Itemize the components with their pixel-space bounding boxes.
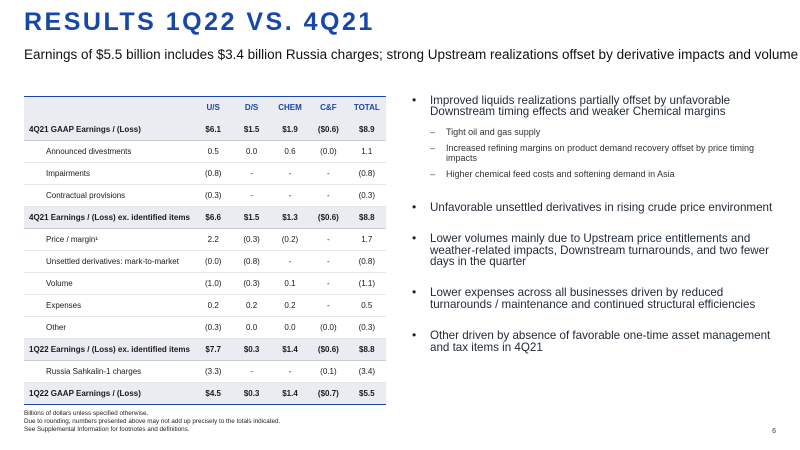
cell-value: $0.3	[232, 339, 270, 361]
bullet-point	[408, 330, 780, 353]
table-row	[24, 119, 386, 141]
cell-value: $7.7	[194, 339, 232, 361]
header-blank	[24, 97, 194, 119]
sub-bullet-text: Increased refining margins on product demand recovery offset by price timing impacts	[446, 143, 754, 163]
table-header-row	[24, 97, 386, 119]
cell-value: $8.8	[348, 207, 386, 229]
dash-icon: –	[430, 143, 436, 154]
row-label: 1Q22 GAAP Earnings / (Loss)	[24, 383, 194, 405]
cell-value: (0.3)	[348, 317, 386, 339]
table-row	[24, 339, 386, 361]
row-label: Other	[24, 317, 194, 339]
cell-value: (0.3)	[348, 185, 386, 207]
bullet-text: Lower volumes mainly due to Upstream price entitlements and weather-related impacts, Downstream turnarounds, and two fewer days in the quarter	[430, 232, 769, 269]
column-header: U/S	[194, 97, 232, 119]
cell-value: (0.3)	[232, 273, 270, 295]
row-label: Expenses	[24, 295, 194, 317]
cell-value: (1.0)	[194, 273, 232, 295]
cell-value: -	[232, 185, 270, 207]
column-header: CHEM	[271, 97, 309, 119]
cell-value: $8.9	[348, 119, 386, 141]
row-label: Volume	[24, 273, 194, 295]
column-header: C&F	[309, 97, 347, 119]
cell-value: (0.1)	[309, 361, 347, 383]
bullet-dot-icon: •	[412, 285, 417, 300]
cell-value: (1.1)	[348, 273, 386, 295]
table-row	[24, 207, 386, 229]
bullet-text: Other driven by absence of favorable one-time asset management and tax items in 4Q21	[430, 329, 771, 354]
row-label: 4Q21 GAAP Earnings / (Loss)	[24, 119, 194, 141]
cell-value: -	[309, 185, 347, 207]
row-label: Unsettled derivatives: mark-to-market	[24, 251, 194, 273]
cell-value: (0.8)	[194, 163, 232, 185]
cell-value: (0.0)	[309, 317, 347, 339]
table-row	[24, 163, 386, 185]
cell-value: (0.0)	[194, 251, 232, 273]
table-row	[24, 251, 386, 273]
table-row	[24, 295, 386, 317]
sub-bullet-text: Higher chemical feed costs and softening demand in Asia	[446, 169, 675, 180]
bullet-point	[408, 95, 780, 118]
cell-value: $1.4	[271, 383, 309, 405]
cell-value: -	[232, 361, 270, 383]
cell-value: $1.9	[271, 119, 309, 141]
cell-value: -	[309, 251, 347, 273]
cell-value: 0.2	[232, 295, 270, 317]
cell-value: (3.3)	[194, 361, 232, 383]
table-row	[24, 273, 386, 295]
footnote: Billions of dollars unless specified otherwise.	[24, 410, 149, 417]
cell-value: -	[271, 185, 309, 207]
cell-value: $6.1	[194, 119, 232, 141]
row-label: Impairments	[24, 163, 194, 185]
row-label: Russia Sahkalin-1 charges	[24, 361, 194, 383]
cell-value: 0.5	[194, 141, 232, 163]
bullet-dot-icon: •	[412, 231, 417, 246]
bullet-text: Unfavorable unsettled derivatives in rising crude price environment	[430, 200, 773, 214]
cell-value: (0.3)	[232, 229, 270, 251]
cell-value: ($0.7)	[309, 383, 347, 405]
cell-value: $5.5	[348, 383, 386, 405]
cell-value: -	[309, 229, 347, 251]
cell-value: 0.6	[271, 141, 309, 163]
cell-value: 1.7	[348, 229, 386, 251]
cell-value: (0.2)	[271, 229, 309, 251]
bullet-dot-icon: •	[412, 199, 417, 214]
cell-value: $0.3	[232, 383, 270, 405]
cell-value: ($0.6)	[309, 207, 347, 229]
bullet-dot-icon: •	[412, 93, 417, 107]
table-row	[24, 229, 386, 251]
bullet-point	[408, 287, 780, 310]
cell-value: -	[309, 295, 347, 317]
cell-value: (0.0)	[309, 141, 347, 163]
table-row	[24, 185, 386, 207]
page-subtitle: Earnings of $5.5 billion includes $3.4 billion Russia charges; strong Upstream realizations offset by derivative impacts and volume	[24, 47, 799, 62]
cell-value: -	[271, 163, 309, 185]
cell-value: 0.0	[232, 141, 270, 163]
cell-value: $1.3	[271, 207, 309, 229]
page-title: RESULTS 1Q22 VS. 4Q21	[24, 8, 375, 36]
dash-icon: –	[430, 169, 436, 180]
cell-value: ($0.6)	[309, 119, 347, 141]
table-row	[24, 317, 386, 339]
sub-bullet-text: Tight oil and gas supply	[446, 126, 541, 137]
cell-value: ($0.6)	[309, 339, 347, 361]
cell-value: (3.4)	[348, 361, 386, 383]
commentary-bullets	[408, 95, 780, 353]
bullet-point	[408, 199, 780, 214]
page-number: 6	[772, 428, 776, 435]
cell-value: -	[271, 361, 309, 383]
column-header: TOTAL	[348, 97, 386, 119]
footnotes	[24, 410, 280, 435]
cell-value: $6.6	[194, 207, 232, 229]
cell-value: $1.5	[232, 119, 270, 141]
cell-value: (0.8)	[232, 251, 270, 273]
cell-value: -	[271, 251, 309, 273]
cell-value: 2.2	[194, 229, 232, 251]
cell-value: (0.8)	[348, 251, 386, 273]
cell-value: 0.0	[232, 317, 270, 339]
table-row	[24, 361, 386, 383]
cell-value: $1.4	[271, 339, 309, 361]
bullet-text: Lower expenses across all businesses driven by reduced turnarounds / maintenance and continued structural efficiencies	[430, 286, 756, 311]
cell-value: -	[309, 163, 347, 185]
cell-value: $8.8	[348, 339, 386, 361]
row-label: Price / margin¹	[24, 229, 194, 251]
footnote: See Supplemental Information for footnotes and definitions.	[24, 426, 190, 434]
cell-value: (0.8)	[348, 163, 386, 185]
earnings-table-container	[24, 96, 386, 405]
bullet-dot-icon: •	[412, 328, 417, 343]
cell-value: 0.5	[348, 295, 386, 317]
sub-bullet	[408, 170, 780, 180]
row-label: Announced divestments	[24, 141, 194, 163]
column-header: D/S	[232, 97, 270, 119]
table-row	[24, 383, 386, 405]
sub-bullet	[408, 144, 780, 163]
table-row	[24, 141, 386, 163]
row-label: 4Q21 Earnings / (Loss) ex. identified items	[24, 207, 194, 229]
cell-value: -	[309, 273, 347, 295]
cell-value: $4.5	[194, 383, 232, 405]
cell-value: 0.2	[271, 295, 309, 317]
row-label: 1Q22 Earnings / (Loss) ex. identified items	[24, 339, 194, 361]
cell-value: (0.3)	[194, 185, 232, 207]
cell-value: $1.5	[232, 207, 270, 229]
cell-value: 1.1	[348, 141, 386, 163]
bullet-text: Improved liquids realizations partially offset by unfavorable Downstream timing effects and weaker Chemical margins	[430, 94, 731, 119]
table-body	[24, 119, 386, 405]
cell-value: 0.2	[194, 295, 232, 317]
cell-value: 0.1	[271, 273, 309, 295]
bullet-point	[408, 233, 780, 267]
earnings-table	[24, 96, 386, 405]
sub-bullet	[408, 128, 780, 138]
cell-value: (0.3)	[194, 317, 232, 339]
cell-value: -	[232, 163, 270, 185]
row-label: Contractual provisions	[24, 185, 194, 207]
cell-value: 0.0	[271, 317, 309, 339]
dash-icon: –	[430, 126, 436, 137]
footnote: Due to rounding, numbers presented above may not add up precisely to the totals indicated.	[24, 418, 281, 426]
